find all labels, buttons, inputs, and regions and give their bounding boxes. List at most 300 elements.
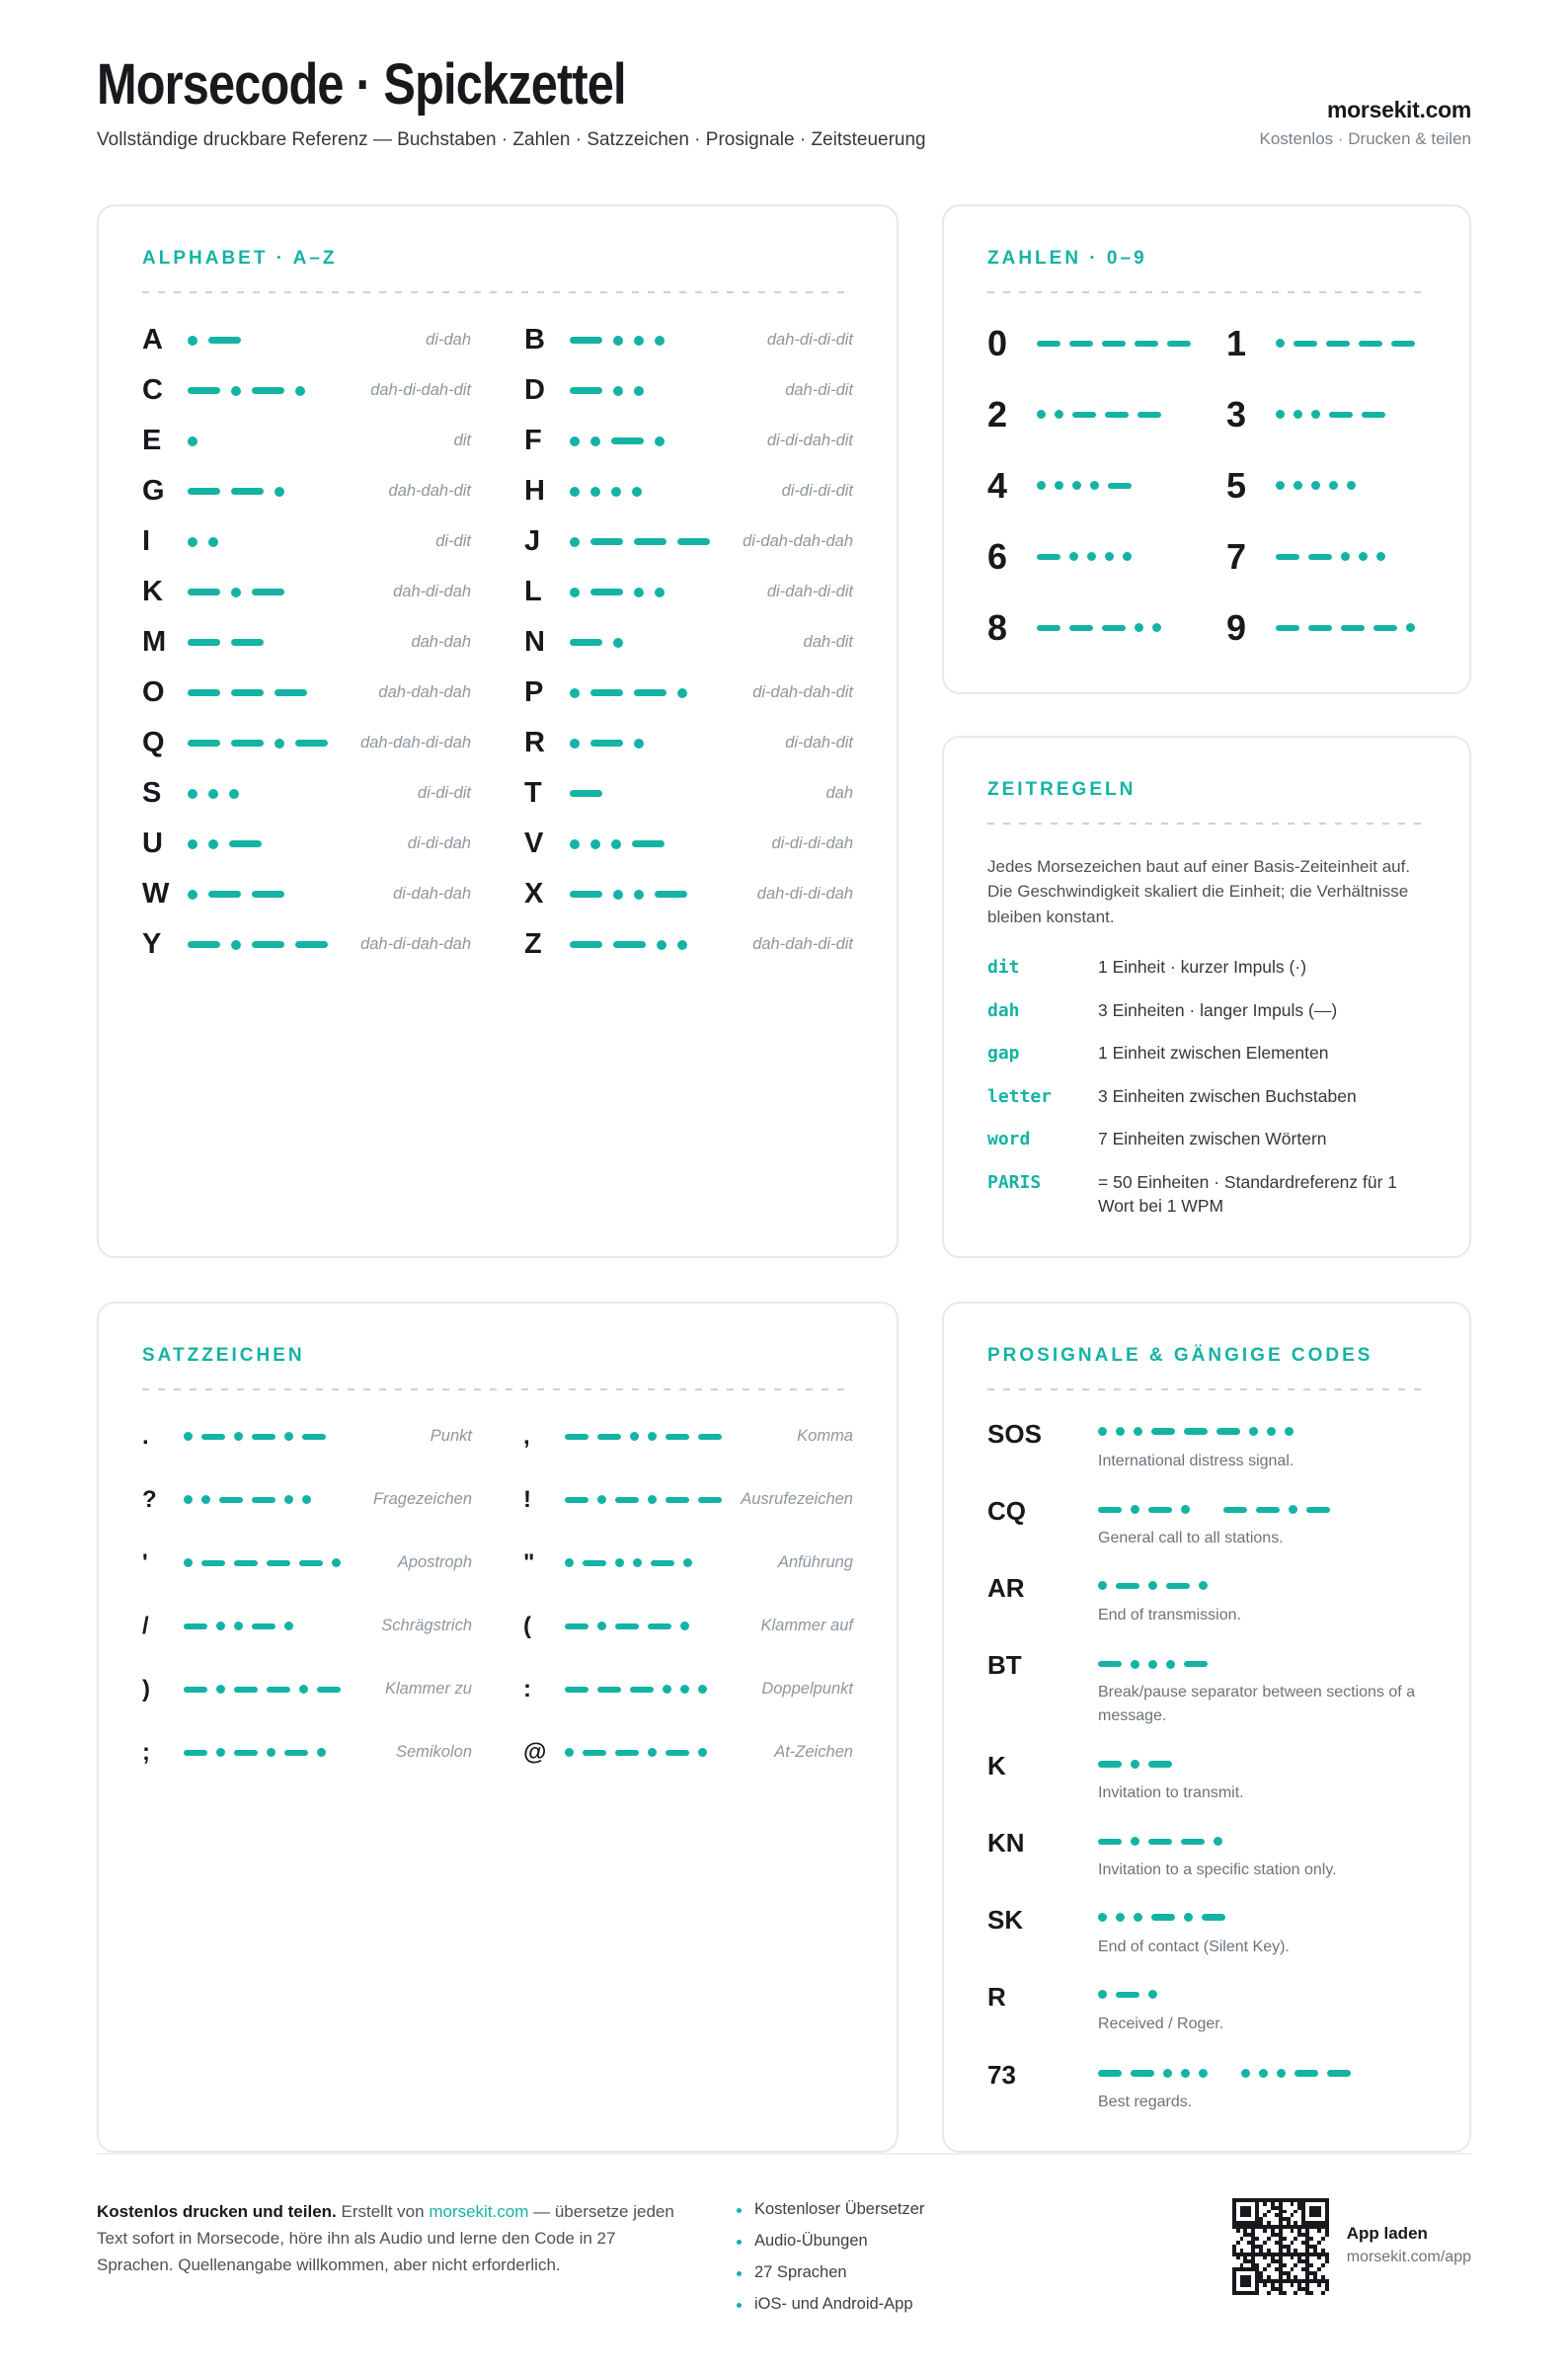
- pronunciation-label: dah-di-dah-dit: [370, 381, 471, 400]
- pronunciation-label: di-dah: [426, 331, 471, 350]
- footer-feature-label: iOS- und Android-App: [754, 2294, 913, 2313]
- morse-dash-icon: [1294, 2070, 1318, 2077]
- morse-dash-icon: [1167, 341, 1191, 348]
- morse-dash-icon: [634, 689, 666, 696]
- morse-dot-icon: [332, 1558, 341, 1567]
- footer-lead: Kostenlos drucken und teilen.: [97, 2201, 337, 2221]
- punctuation-name: Anführung: [777, 1553, 853, 1572]
- morse-dot-icon: [590, 436, 600, 446]
- morse-dash-icon: [1373, 625, 1397, 632]
- timing-rule-row: [987, 1041, 1426, 1066]
- letter-label: G: [142, 475, 165, 508]
- morse-dash-icon: [1098, 1661, 1122, 1668]
- timing-term: letter: [987, 1085, 1053, 1107]
- morse-dot-icon: [1098, 1990, 1107, 1999]
- morse-dash-icon: [1037, 625, 1060, 632]
- morse-dash-icon: [1148, 1839, 1172, 1846]
- morse-dot-icon: [648, 1748, 657, 1757]
- alphabet-row: [524, 575, 853, 610]
- letter-label: P: [524, 676, 544, 709]
- morse-dot-icon: [1116, 1913, 1125, 1922]
- morse-dash-icon: [252, 1623, 275, 1630]
- morse-code: [1098, 1760, 1172, 1769]
- morse-dash-icon: [1166, 1583, 1190, 1590]
- morse-dot-icon: [677, 688, 687, 698]
- morse-dot-icon: [1289, 1505, 1297, 1514]
- morse-dot-icon: [1131, 1760, 1139, 1769]
- morse-code: [570, 336, 759, 346]
- prosign-detail: [1098, 2061, 1426, 2113]
- alphabet-row: [524, 373, 853, 409]
- morse-dash-icon: [597, 1434, 621, 1441]
- page-header: [97, 52, 1471, 151]
- alphabet-row: [524, 524, 853, 560]
- morse-dot-icon: [1267, 1427, 1276, 1436]
- morse-dot-icon: [634, 386, 644, 396]
- footer-rest: — übersetze jeden Text sofort in Morsecode, höre ihn als Audio und lerne den Code in 27 Sprachen. Quellenangabe willkommen, aber nicht erforderlich.: [97, 2201, 674, 2275]
- morse-dash-icon: [1181, 1839, 1205, 1846]
- morse-code: [188, 386, 362, 396]
- morse-dot-icon: [184, 1495, 193, 1504]
- morse-dash-icon: [648, 1623, 671, 1630]
- morse-dot-icon: [302, 1495, 311, 1504]
- prosign-code: SOS: [987, 1418, 1042, 1449]
- digit-label: 8: [987, 606, 1008, 648]
- morse-dot-icon: [648, 1432, 657, 1441]
- morse-code: [570, 940, 745, 950]
- digit-label: 2: [987, 393, 1008, 435]
- morse-dot-icon: [1148, 1990, 1157, 1999]
- letter-label: S: [142, 777, 162, 810]
- morse-dot-icon: [613, 890, 623, 900]
- alphabet-card: [97, 204, 899, 1258]
- morse-code: [565, 1495, 729, 1504]
- morse-dash-icon: [666, 1497, 689, 1504]
- morse-code: [184, 1495, 361, 1504]
- prosign-detail: [1098, 1420, 1426, 1472]
- morse-dot-icon: [570, 688, 580, 698]
- morse-code: [188, 789, 410, 799]
- morse-dot-icon: [1241, 2069, 1250, 2078]
- morse-dash-icon: [1137, 412, 1161, 419]
- morse-dash-icon: [219, 1497, 243, 1504]
- morse-dot-icon: [267, 1748, 275, 1757]
- morse-code: [570, 739, 777, 749]
- prosign-row: [987, 1574, 1426, 1626]
- cards-grid: [97, 204, 1471, 2153]
- alphabet-row: [524, 776, 853, 812]
- morse-dot-icon: [201, 1495, 210, 1504]
- letter-label: T: [524, 777, 542, 810]
- morse-code: [565, 1432, 785, 1441]
- qr-module: [1325, 2291, 1329, 2295]
- morse-dot-icon: [680, 1622, 689, 1630]
- punctuation-name: Ausrufezeichen: [741, 1490, 853, 1509]
- morse-dash-icon: [231, 740, 264, 747]
- morse-dot-icon: [597, 1622, 606, 1630]
- morse-dash-icon: [1184, 1428, 1208, 1435]
- punctuation-card-title: SATZZEICHEN: [142, 1344, 305, 1366]
- morse-code: [188, 940, 353, 950]
- morse-dot-icon: [698, 1748, 707, 1757]
- prosign-code: SK: [987, 1905, 1024, 1936]
- morse-dot-icon: [1037, 410, 1046, 419]
- punctuation-symbol: ': [142, 1548, 148, 1576]
- morse-dot-icon: [188, 789, 197, 799]
- app-cta-title: App laden: [1346, 2223, 1428, 2243]
- prosign-row: [987, 1420, 1426, 1472]
- morse-dash-icon: [1391, 341, 1415, 348]
- alphabet-row: [142, 323, 471, 358]
- timing-card: [942, 736, 1471, 1258]
- letter-label: Y: [142, 928, 162, 961]
- morse-dash-icon: [208, 891, 241, 898]
- number-row: [987, 394, 1191, 435]
- letter-label: V: [524, 828, 544, 860]
- alphabet-row: [142, 726, 471, 761]
- morse-dash-icon: [267, 1687, 290, 1694]
- punctuation-name: Komma: [797, 1427, 853, 1446]
- morse-dash-icon: [1148, 1507, 1172, 1514]
- punctuation-name: Semikolon: [395, 1743, 472, 1762]
- morse-code: [188, 537, 428, 547]
- prosigns-card: [942, 1302, 1471, 2153]
- morse-dot-icon: [1105, 552, 1114, 561]
- morse-dot-icon: [1166, 1660, 1175, 1669]
- morse-code: [570, 386, 777, 396]
- digit-label: 5: [1226, 464, 1247, 506]
- morse-dot-icon: [1163, 2069, 1172, 2078]
- morse-code: [565, 1685, 749, 1694]
- morse-dot-icon: [590, 839, 600, 849]
- prosign-description: Break/pause separator between sections of a message.: [1098, 1684, 1416, 1724]
- pronunciation-label: dah-dah-dah: [378, 683, 471, 702]
- morse-dot-icon: [208, 839, 218, 849]
- morse-dash-icon: [570, 790, 602, 797]
- number-row: [987, 465, 1191, 507]
- morse-dot-icon: [274, 487, 284, 497]
- pronunciation-label: dah-dah-di-dah: [360, 734, 471, 752]
- number-row: [987, 536, 1191, 578]
- morse-dot-icon: [274, 739, 284, 749]
- morse-dot-icon: [1184, 1913, 1193, 1922]
- morse-dot-icon: [184, 1432, 193, 1441]
- morse-dash-icon: [570, 337, 602, 344]
- timing-description: 3 Einheiten zwischen Buchstaben: [1098, 1085, 1357, 1106]
- morse-dash-icon: [1306, 1507, 1330, 1514]
- morse-dash-icon: [570, 941, 602, 948]
- punctuation-grid: [142, 1420, 853, 1780]
- numbers-card-title: ZAHLEN · 0–9: [987, 247, 1147, 269]
- morse-code: [188, 588, 385, 597]
- prosign-description: General call to all stations.: [1098, 1530, 1284, 1547]
- morse-dash-icon: [565, 1687, 588, 1694]
- letter-label: L: [524, 576, 542, 608]
- morse-dot-icon: [1087, 552, 1096, 561]
- morse-dash-icon: [1151, 1428, 1175, 1435]
- punctuation-symbol: !: [523, 1485, 531, 1513]
- prosign-row: [987, 1829, 1426, 1881]
- number-row: [1226, 465, 1426, 507]
- morse-dash-icon: [565, 1434, 588, 1441]
- pronunciation-label: dah-dah-di-dit: [752, 935, 853, 954]
- morse-dot-icon: [630, 1432, 639, 1441]
- morse-code: [188, 436, 446, 446]
- morse-dot-icon: [231, 940, 241, 950]
- timing-rule-row: [987, 1170, 1426, 1219]
- alphabet-row: [142, 524, 471, 560]
- timing-description: = 50 Einheiten · Standardreferenz für 1 Wort bei 1 WPM: [1098, 1171, 1398, 1217]
- pronunciation-label: dah-di-di-dah: [756, 885, 853, 904]
- digit-label: 4: [987, 464, 1008, 506]
- punctuation-row: [142, 1673, 472, 1706]
- morse-code: [570, 890, 749, 900]
- morse-dot-icon: [1347, 481, 1356, 490]
- morse-dot-icon: [216, 1685, 225, 1694]
- morse-code: [1098, 1505, 1330, 1514]
- morse-code: [188, 839, 400, 849]
- morse-code: [188, 739, 353, 749]
- footer-feature-label: 27 Sprachen: [754, 2262, 847, 2281]
- digit-label: 7: [1226, 535, 1247, 577]
- morse-dot-icon: [632, 487, 642, 497]
- morse-dash-icon: [188, 740, 220, 747]
- morse-code: [1098, 1427, 1294, 1436]
- morse-dot-icon: [634, 588, 644, 597]
- letter-label: N: [524, 626, 545, 659]
- brand-name: morsekit.com: [1327, 96, 1471, 122]
- pronunciation-label: di-dah-dit: [785, 734, 853, 752]
- morse-code: [1276, 552, 1426, 561]
- morse-dash-icon: [1359, 341, 1382, 348]
- footer-feature-label: Kostenloser Übersetzer: [754, 2199, 925, 2218]
- morse-dash-icon: [597, 1687, 621, 1694]
- pronunciation-label: di-di-dah: [407, 834, 471, 853]
- prosign-detail: [1098, 1829, 1426, 1881]
- punctuation-row: [523, 1546, 853, 1580]
- punctuation-symbol: @: [523, 1738, 547, 1766]
- alphabet-row: [524, 625, 853, 661]
- morse-code: [570, 436, 759, 446]
- punctuation-row: [523, 1736, 853, 1770]
- morse-dash-icon: [231, 488, 264, 495]
- letter-label: U: [142, 828, 163, 860]
- morse-dash-icon: [590, 689, 623, 696]
- timing-rule-row: [987, 1084, 1426, 1109]
- timing-description: 1 Einheit zwischen Elementen: [1098, 1043, 1329, 1064]
- punctuation-name: Punkt: [430, 1427, 472, 1446]
- morse-dot-icon: [231, 588, 241, 597]
- letter-label: C: [142, 374, 163, 407]
- morse-dash-icon: [1294, 341, 1317, 348]
- punctuation-row: [142, 1610, 472, 1643]
- morse-dash-icon: [302, 1434, 326, 1441]
- morse-dash-icon: [630, 1687, 654, 1694]
- morse-dash-icon: [1098, 1761, 1122, 1768]
- morse-dash-icon: [252, 387, 284, 394]
- morse-code: [184, 1748, 384, 1757]
- morse-dot-icon: [1069, 552, 1078, 561]
- prosigns-card-title: PROSIGNALE & GÄNGIGE CODES: [987, 1344, 1373, 1366]
- morse-code: [188, 487, 381, 497]
- morse-dot-icon: [188, 537, 197, 547]
- timing-term: word: [987, 1129, 1031, 1150]
- timing-description: 7 Einheiten zwischen Wörtern: [1098, 1129, 1327, 1149]
- morse-dash-icon: [1148, 1761, 1172, 1768]
- pronunciation-label: dit: [453, 432, 471, 450]
- letter-label: E: [142, 425, 162, 457]
- morse-dash-icon: [231, 639, 264, 646]
- morse-dash-icon: [1362, 412, 1385, 419]
- morse-dot-icon: [655, 436, 665, 446]
- morse-dash-icon: [252, 1497, 275, 1504]
- prosign-detail: [1098, 1906, 1426, 1958]
- punctuation-symbol: ": [523, 1548, 535, 1576]
- morse-dash-icon: [231, 689, 264, 696]
- pronunciation-label: dah-di-di-dit: [766, 331, 853, 350]
- morse-code: [1037, 410, 1191, 419]
- morse-code: [1037, 623, 1191, 632]
- morse-dot-icon: [1131, 1505, 1139, 1514]
- prosign-code: BT: [987, 1650, 1022, 1681]
- morse-dash-icon: [1098, 1839, 1122, 1846]
- morse-code: [188, 639, 403, 646]
- alphabet-card-title: ALPHABET · A–Z: [142, 247, 338, 269]
- morse-dash-icon: [634, 538, 666, 545]
- dashed-divider: [987, 1388, 1426, 1390]
- morse-dash-icon: [666, 1434, 689, 1441]
- alphabet-row: [524, 726, 853, 761]
- timing-rule-row: [987, 998, 1426, 1023]
- morse-dot-icon: [698, 1685, 707, 1694]
- timing-card-title: ZEITREGELN: [987, 778, 1137, 800]
- punctuation-symbol: (: [523, 1612, 531, 1639]
- letter-label: D: [524, 374, 545, 407]
- morse-dash-icon: [632, 840, 665, 847]
- punctuation-symbol: .: [142, 1422, 149, 1450]
- morse-dot-icon: [1134, 1913, 1142, 1922]
- punctuation-name: Schrägstrich: [381, 1617, 472, 1635]
- morse-dash-icon: [1216, 1428, 1240, 1435]
- morse-dot-icon: [208, 537, 218, 547]
- alphabet-row: [524, 675, 853, 711]
- morse-dot-icon: [188, 839, 197, 849]
- morse-dash-icon: [570, 891, 602, 898]
- prosign-row: [987, 1497, 1426, 1549]
- morse-dash-icon: [583, 1560, 606, 1567]
- alphabet-row: [142, 373, 471, 409]
- morse-dash-icon: [613, 941, 646, 948]
- digit-label: 1: [1226, 322, 1247, 363]
- morse-dash-icon: [1223, 1507, 1247, 1514]
- morse-dash-icon: [299, 1560, 323, 1567]
- brand-tagline: Kostenlos · Drucken & teilen: [1259, 128, 1471, 148]
- morse-code: [570, 537, 735, 547]
- letter-label: I: [142, 525, 151, 558]
- morse-dot-icon: [1276, 481, 1285, 490]
- punctuation-name: Doppelpunkt: [761, 1680, 853, 1699]
- punctuation-row: [523, 1610, 853, 1643]
- timing-term: PARIS: [987, 1171, 1042, 1193]
- morse-dash-icon: [1135, 341, 1158, 348]
- morse-dash-icon: [590, 538, 623, 545]
- morse-code: [1098, 1913, 1225, 1922]
- alphabet-row: [524, 424, 853, 459]
- morse-dot-icon: [1098, 1913, 1107, 1922]
- morse-code: [184, 1432, 419, 1441]
- morse-dot-icon: [634, 336, 644, 346]
- number-row: [1226, 394, 1426, 435]
- morse-dot-icon: [1329, 481, 1338, 490]
- morse-dash-icon: [188, 387, 220, 394]
- morse-dot-icon: [570, 436, 580, 446]
- morse-dot-icon: [1406, 623, 1415, 632]
- morse-dash-icon: [1327, 2070, 1351, 2077]
- timing-rule-row: [987, 955, 1426, 980]
- pronunciation-label: dah-di-dit: [785, 381, 853, 400]
- punctuation-row: [142, 1546, 472, 1580]
- morse-dot-icon: [188, 890, 197, 900]
- footer-feature-list: [737, 2200, 964, 2314]
- alphabet-row: [524, 474, 853, 510]
- punctuation-name: Klammer auf: [760, 1617, 853, 1635]
- prosign-detail: [1098, 1497, 1426, 1549]
- prosign-code: KN: [987, 1828, 1025, 1859]
- morse-dot-icon: [1131, 1660, 1139, 1669]
- morse-code: [1037, 481, 1191, 490]
- punctuation-row: [142, 1420, 472, 1454]
- morse-dash-icon: [1116, 1583, 1139, 1590]
- letter-label: R: [524, 727, 545, 759]
- morse-dash-icon: [234, 1687, 258, 1694]
- morse-code: [570, 688, 745, 698]
- punctuation-name: Apostroph: [397, 1553, 472, 1572]
- qr-code-icon: [1232, 2198, 1329, 2295]
- alphabet-row: [142, 575, 471, 610]
- letter-label: F: [524, 425, 542, 457]
- pronunciation-label: di-dit: [435, 532, 471, 551]
- morse-dash-icon: [1341, 625, 1365, 632]
- footer-feature-item: [737, 2200, 964, 2219]
- prosign-detail: [1098, 1983, 1426, 2035]
- morse-dash-icon: [184, 1687, 207, 1694]
- morse-dash-icon: [1326, 341, 1350, 348]
- morse-dot-icon: [1134, 1427, 1142, 1436]
- morse-dash-icon: [1069, 625, 1093, 632]
- footer-brand-link[interactable]: morsekit.com: [429, 2201, 529, 2221]
- morse-dot-icon: [284, 1622, 293, 1630]
- morse-dot-icon: [234, 1432, 243, 1441]
- morse-dash-icon: [611, 437, 644, 444]
- morse-dash-icon: [1308, 554, 1332, 561]
- morse-dot-icon: [1276, 339, 1285, 348]
- footer-feature-item: [737, 2232, 964, 2251]
- morse-dash-icon: [651, 1560, 674, 1567]
- morse-dash-icon: [615, 1623, 639, 1630]
- morse-dash-icon: [1037, 554, 1060, 561]
- morse-dash-icon: [655, 891, 687, 898]
- punctuation-row: [142, 1736, 472, 1770]
- timing-rules-list: [987, 955, 1426, 1219]
- prosign-code: 73: [987, 2059, 1016, 2090]
- morse-code: [565, 1748, 762, 1757]
- punctuation-row: [523, 1673, 853, 1706]
- prosign-detail: [1098, 1752, 1426, 1804]
- morse-dot-icon: [613, 638, 623, 648]
- morse-dash-icon: [201, 1560, 225, 1567]
- bullet-icon: [737, 2271, 742, 2276]
- morse-dash-icon: [615, 1750, 639, 1757]
